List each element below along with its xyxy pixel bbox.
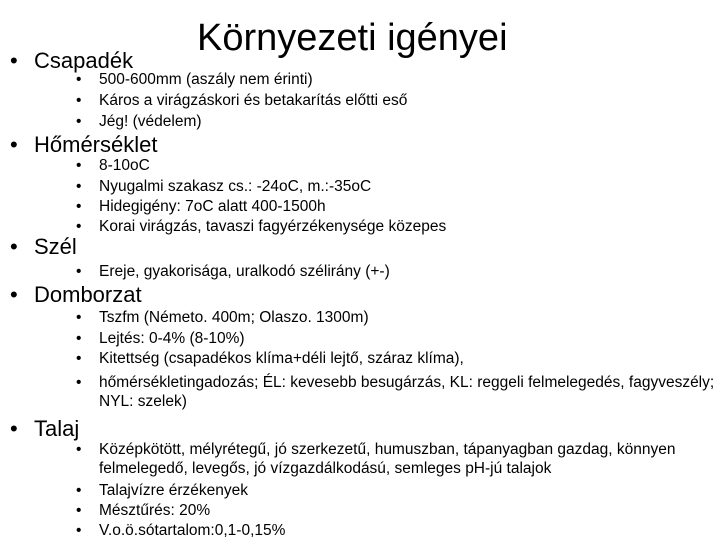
bullet-icon: • xyxy=(76,502,82,519)
list-item xyxy=(76,71,313,90)
list-item xyxy=(76,374,716,411)
bullet-icon: • xyxy=(10,234,18,259)
bullet-icon: • xyxy=(76,218,82,235)
list-item xyxy=(76,198,326,217)
item-text: Középkötött, mélyrétegű, jó szerkezetű, humuszban, tápanyagban gazdag, könnyen felmelegedő, levegős, jó vízgazdálkodású, semleges pH-jú talajok xyxy=(99,441,676,477)
list-item xyxy=(76,482,248,501)
list-item xyxy=(76,502,210,521)
list-item xyxy=(76,178,371,197)
item-text: Kitettség (csapadékos klíma+déli lejtő, száraz klíma), xyxy=(99,350,464,367)
section-talaj xyxy=(10,416,79,442)
section-homerseklet xyxy=(10,132,157,158)
bullet-icon: • xyxy=(76,309,82,326)
section-label: Csapadék xyxy=(34,48,134,73)
bullet-icon: • xyxy=(76,113,82,130)
list-item xyxy=(76,522,285,541)
section-label: Hőmérséklet xyxy=(34,132,158,157)
bullet-icon: • xyxy=(76,92,82,109)
section-domborzat xyxy=(10,282,142,308)
item-text: 8-10oC xyxy=(99,157,150,174)
bullet-icon: • xyxy=(76,157,82,174)
list-item xyxy=(76,157,150,176)
list-item xyxy=(76,263,390,282)
bullet-icon: • xyxy=(76,522,82,539)
section-label: Domborzat xyxy=(34,282,142,307)
item-text: Káros a virágzáskori és betakarítás előtti eső xyxy=(99,92,408,109)
list-item xyxy=(76,330,245,349)
bullet-icon: • xyxy=(10,132,18,157)
list-item xyxy=(76,113,202,132)
item-text: Mésztűrés: 20% xyxy=(99,502,211,519)
bullet-icon: • xyxy=(76,198,82,215)
item-text: Nyugalmi szakasz cs.: -24oC, m.:-35oC xyxy=(99,178,372,195)
item-text: Hidegigény: 7oC alatt 400-1500h xyxy=(99,198,326,215)
section-label: Talaj xyxy=(34,416,80,441)
item-text: Jég! (védelem) xyxy=(99,113,202,130)
list-item xyxy=(76,92,407,111)
bullet-icon: • xyxy=(76,350,82,367)
bullet-icon: • xyxy=(76,441,82,458)
slide-title: Környezeti igényei xyxy=(197,17,508,59)
bullet-icon: • xyxy=(76,263,82,280)
item-text: Talajvízre érzékenyek xyxy=(99,482,249,499)
item-text: Lejtés: 0-4% (8-10%) xyxy=(99,330,245,347)
list-item xyxy=(76,218,446,237)
list-item xyxy=(76,309,369,328)
item-text: Tszfm (Németo. 400m; Olaszo. 1300m) xyxy=(99,309,369,326)
bullet-icon: • xyxy=(10,48,18,73)
item-text: Korai virágzás, tavaszi fagyérzékenysége közepes xyxy=(99,218,447,235)
section-label: Szél xyxy=(34,234,77,259)
list-item xyxy=(76,350,464,369)
list-item xyxy=(76,441,716,478)
item-text: V.o.ö.sótartalom:0,1-0,15% xyxy=(99,522,286,539)
item-text: Ereje, gyakorisága, uralkodó szélirány (+-) xyxy=(99,263,390,280)
bullet-icon: • xyxy=(76,71,82,88)
bullet-icon: • xyxy=(76,482,82,499)
item-text: hőmérsékletingadozás; ÉL: kevesebb besugárzás, KL: reggeli felmelegedés, fagyveszély; NYL: szelek) xyxy=(99,374,715,410)
bullet-icon: • xyxy=(76,374,82,391)
bullet-icon: • xyxy=(76,178,82,195)
bullet-icon: • xyxy=(10,416,18,441)
section-szel xyxy=(10,234,77,260)
bullet-icon: • xyxy=(10,282,18,307)
bullet-icon: • xyxy=(76,330,82,347)
item-text: 500-600mm (aszály nem érinti) xyxy=(99,71,313,88)
